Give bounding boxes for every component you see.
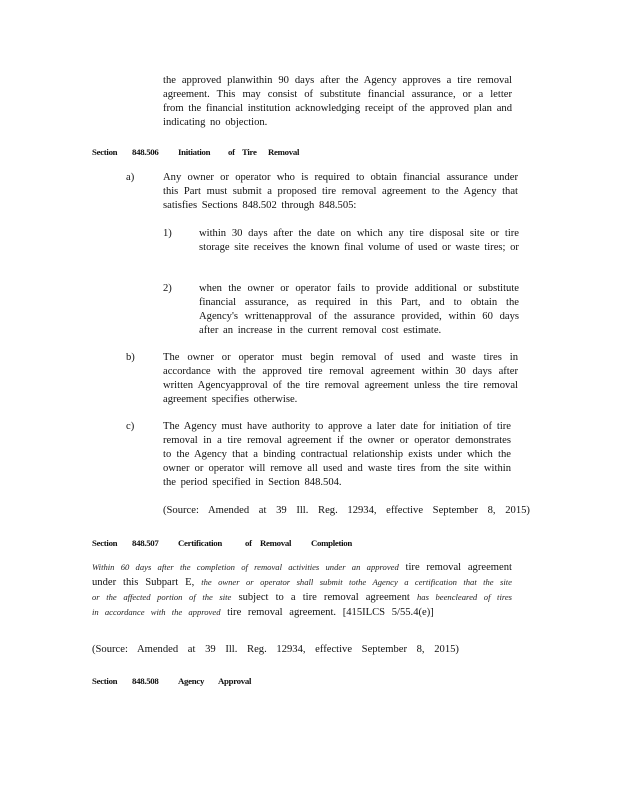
section-number: 848.508 [132, 676, 159, 686]
item-b-text: The owner or operator must begin removal of used and waste tires in accordance with the approved tire removal agreement within 30 days after written Agencyapproval of the tire removal agreement unless the tire removal agreement specifies otherwise. [163, 352, 518, 405]
section-word: Section [92, 676, 118, 686]
item-c-label: c) [126, 421, 135, 432]
intro-paragraph: the approved planwithin 90 days after the Agency approves a tire removal agreement. This may consist of substitute financial assurance, or a letter from the financial institution acknowledging receipt of the approved plan and indicating no objection. [163, 75, 512, 128]
paragraph-segment: the owner or operator shall submit tothe Agency a certification that the site or the affected portion of the site [92, 577, 512, 602]
section-848-506-heading [92, 145, 299, 159]
item-a-label: a) [126, 172, 135, 183]
section-number: 848.506 [132, 147, 159, 157]
paragraph-segment: tire removal agreement [405, 562, 512, 573]
source-note-506: (Source: Amended at 39 Ill. Reg. 12934, effective September 8, 2015) [163, 505, 530, 516]
paragraph-segment: subject to a tire removal agreement [238, 592, 410, 603]
item-b-label: b) [126, 352, 135, 363]
source-note-507: (Source: Amended at 39 Ill. Reg. 12934, effective September 8, 2015) [92, 644, 459, 655]
section-848-507-paragraph [92, 560, 512, 620]
section-number: 848.507 [132, 538, 159, 548]
paragraph-segment: . [415ILCS 5/55.4(e)] [333, 607, 434, 618]
section-title-word: Approval [218, 676, 252, 686]
section-title-word: Initiation [178, 147, 211, 157]
item-a1-text: within 30 days after the date on which any tire disposal site or tire storage site receives the known final volume of used or waste tires; or [199, 228, 519, 253]
section-title-word: Certification [178, 538, 222, 548]
item-a1-label: 1) [163, 228, 172, 239]
section-title-word: Completion [311, 538, 352, 548]
section-title-word: Removal [268, 147, 300, 157]
section-848-507-heading [92, 536, 352, 550]
paragraph-segment: Within 60 days after the completion of removal activities under an approved [92, 562, 399, 572]
paragraph-segment: under this Subpart E, [92, 577, 195, 588]
paragraph-segment: has beencleared of tires in accordance with the approved [92, 592, 513, 617]
section-title-word: Agency [178, 676, 205, 686]
section-word: Section [92, 147, 118, 157]
section-word: Section [92, 538, 118, 548]
section-title-word: Tire [242, 147, 257, 157]
section-title-word: of [245, 538, 252, 548]
paragraph-segment: tire removal agreement [227, 607, 334, 618]
item-c-text: The Agency must have authority to approve a later date for initiation of tire removal in a tire removal agreement if the owner or operator demonstrates to the Agency that a binding contractual relationship exists under which the owner or operator will remove all used and waste tires from the site within the period specified in Section 848.504. [163, 421, 511, 488]
item-a-text: Any owner or operator who is required to obtain financial assurance under this Part must submit a proposed tire removal agreement to the Agency that satisfies Sections 848.502 through 848.505: [163, 172, 518, 211]
section-title-word: of [228, 147, 235, 157]
section-848-508-heading [92, 674, 251, 688]
item-a2-text: when the owner or operator fails to provide additional or substitute financial assurance, as required in this Part, and to obtain the Agency's writtenapproval of the assurance provided, within 60 days after an increase in the current removal cost estimate. [199, 283, 519, 336]
item-a2-label: 2) [163, 283, 172, 294]
section-title-word: Removal [260, 538, 292, 548]
